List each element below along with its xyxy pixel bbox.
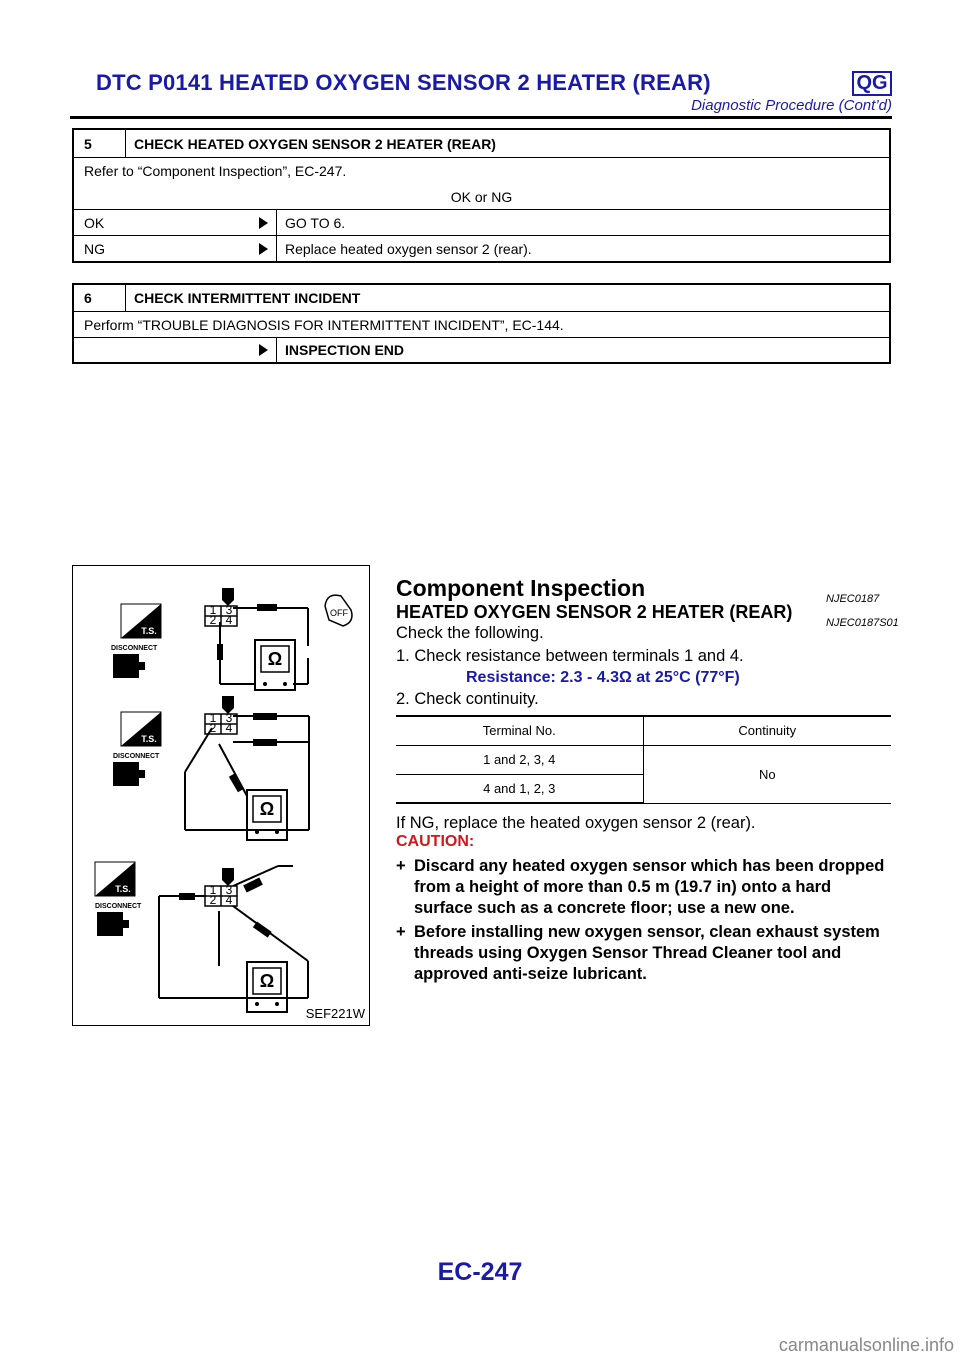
- subsection-tag: NJEC0187S01: [826, 617, 899, 629]
- result-action: GO TO 6.: [276, 210, 345, 235]
- bullet-plus-icon: +: [396, 923, 406, 941]
- ohm-icon: Ω: [259, 799, 275, 819]
- continuity-table: [396, 715, 891, 804]
- table-header: Continuity: [643, 716, 891, 745]
- result-row-ok: [74, 209, 889, 235]
- result-row-ng: [74, 235, 889, 261]
- terminal-label: 2: [209, 721, 217, 735]
- step-6-title: CHECK INTERMITTENT INCIDENT: [134, 290, 361, 306]
- step-2-text: 2. Check continuity.: [396, 690, 539, 708]
- page-subtitle: Diagnostic Procedure (Cont’d): [691, 97, 892, 114]
- ignition-off-label: OFF: [330, 608, 348, 618]
- terminal-label: 2: [209, 893, 217, 907]
- result-key: [74, 338, 276, 362]
- table-row: [396, 745, 891, 774]
- arrow-right-icon: [259, 243, 268, 255]
- subsection-heading: HEATED OXYGEN SENSOR 2 HEATER (REAR): [396, 602, 793, 622]
- watermark: carmanualsonline.info: [778, 1335, 954, 1355]
- ohm-icon: Ω: [259, 971, 275, 991]
- engine-badge: QG: [852, 71, 892, 96]
- table-cell: 1 and 2, 3, 4: [396, 745, 643, 774]
- step-5-body: [74, 157, 889, 184]
- resistance-spec: Resistance: 2.3 - 4.3Ω at 25°C (77°F): [466, 669, 740, 686]
- step-5-question: [74, 184, 889, 209]
- step-5-header: [74, 130, 889, 157]
- terminal-label: 2: [209, 613, 217, 627]
- disconnect-label: DISCONNECT: [111, 645, 158, 652]
- step-5-title: CHECK HEATED OXYGEN SENSOR 2 HEATER (REAR): [134, 135, 496, 152]
- result-key: NG: [74, 236, 276, 261]
- page-title: DTC P0141 HEATED OXYGEN SENSOR 2 HEATER (REAR): [96, 70, 711, 95]
- figure-id: SEF221W: [305, 1006, 365, 1021]
- terminal-label: 1: [209, 603, 217, 617]
- ts-label: T.S.: [115, 884, 131, 894]
- inspection-figure: [72, 565, 370, 1026]
- terminal-label: 4: [225, 721, 233, 735]
- arrow-right-icon: [259, 217, 268, 229]
- step-5-body-text: Refer to “Component Inspection”, EC-247.: [84, 163, 347, 179]
- step-6-body: [74, 311, 889, 337]
- step-5-number: 5: [74, 130, 126, 157]
- result-row-end: [74, 337, 889, 362]
- section-tag: NJEC0187: [826, 593, 880, 605]
- wiring-diagram: [73, 566, 371, 1027]
- ng-note: If NG, replace the heated oxygen sensor 2 (rear).: [396, 814, 756, 832]
- caution-item: + Discard any heated oxygen sensor which has been dropped from a height of more than 0.5 m (19.7 in) onto a hard surface such as a concrete floor; use a new one.: [396, 857, 885, 917]
- table-header: Terminal No.: [396, 716, 643, 745]
- terminal-label: 3: [225, 883, 233, 897]
- table-cell: 4 and 1, 2, 3: [396, 774, 643, 803]
- ohm-icon: Ω: [267, 649, 283, 669]
- step-6-box: [72, 283, 891, 364]
- ts-label: T.S.: [141, 626, 157, 636]
- terminal-label: 3: [225, 711, 233, 725]
- terminal-label: 1: [209, 883, 217, 897]
- step-5-question-text: OK or NG: [450, 188, 513, 205]
- step-5-box: [72, 128, 891, 263]
- caution-label: CAUTION:: [396, 833, 475, 850]
- terminal-label: 1: [209, 711, 217, 725]
- step-6-number: 6: [74, 285, 126, 311]
- step-6-header: [74, 285, 889, 311]
- header-rule: [70, 116, 892, 119]
- terminal-label: 4: [225, 893, 233, 907]
- caution-item: + Before installing new oxygen sensor, clean exhaust system threads using Oxygen Sensor Thread Cleaner tool and approved anti-seize lubricant.: [396, 923, 880, 983]
- result-action: INSPECTION END: [276, 338, 404, 362]
- result-action: Replace heated oxygen sensor 2 (rear).: [276, 236, 532, 261]
- step-6-body-text: Perform “TROUBLE DIAGNOSIS FOR INTERMITTENT INCIDENT”, EC-144.: [84, 316, 564, 333]
- intro-text: Check the following.: [396, 624, 544, 642]
- arrow-right-icon: [259, 344, 268, 356]
- ts-label: T.S.: [141, 734, 157, 744]
- step-1-text: 1. Check resistance between terminals 1 and 4.: [396, 647, 744, 665]
- bullet-plus-icon: +: [396, 857, 406, 875]
- terminal-label: 3: [225, 603, 233, 617]
- result-key: OK: [74, 210, 276, 235]
- page-number: EC-247: [437, 1258, 523, 1286]
- disconnect-label: DISCONNECT: [113, 753, 160, 760]
- disconnect-label: DISCONNECT: [95, 903, 142, 910]
- table-header-row: [396, 716, 891, 745]
- section-heading: Component Inspection: [396, 575, 646, 601]
- terminal-label: 4: [225, 613, 233, 627]
- table-cell: No: [643, 745, 891, 803]
